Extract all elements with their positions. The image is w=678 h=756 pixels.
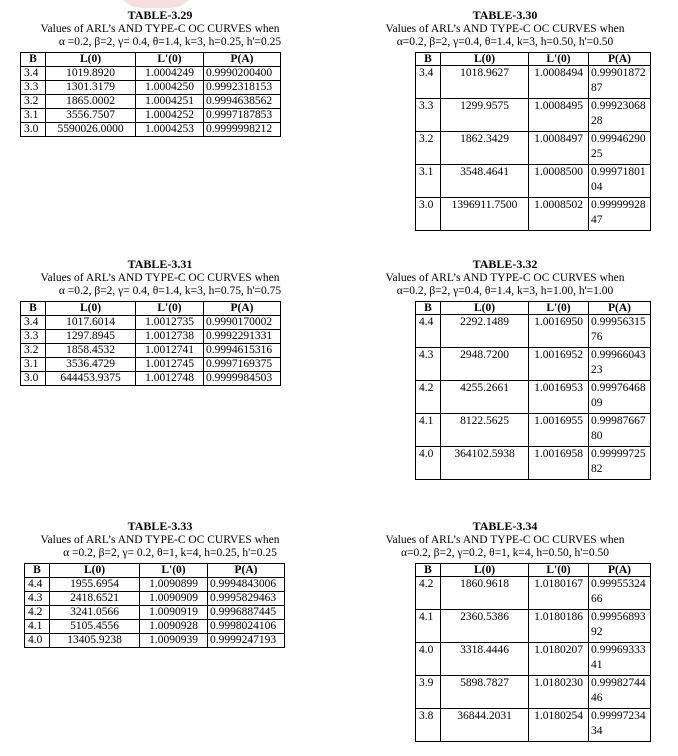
column-header: B — [25, 564, 50, 578]
cell-l0: 1019.8920 — [46, 67, 136, 81]
cell-l0: 1301.3179 — [46, 81, 136, 95]
table-row — [416, 66, 651, 99]
cell-l0-prime: 1.0008500 — [529, 165, 589, 198]
cell-l0: 5105.4556 — [50, 620, 140, 634]
cell-l0-prime: 1.0008495 — [529, 99, 589, 132]
column-header: L'(0) — [136, 302, 204, 316]
cell-l0-prime: 1.0004252 — [136, 109, 204, 123]
table-row — [21, 109, 281, 123]
cell-b: 4.2 — [416, 577, 441, 610]
column-header: L(0) — [50, 564, 140, 578]
table-row — [21, 316, 281, 330]
column-header: P(A) — [589, 53, 651, 66]
table-row — [25, 606, 285, 620]
column-header: L'(0) — [529, 564, 589, 577]
cell-pa: 0.9995532466 — [589, 577, 651, 610]
cell-l0-prime: 1.0090919 — [140, 606, 208, 620]
cell-l0-prime: 1.0008502 — [529, 198, 589, 231]
cell-b: 4.2 — [25, 606, 50, 620]
cell-l0-prime: 1.0016950 — [529, 315, 589, 348]
table-row — [416, 643, 651, 676]
cell-l0: 2360.5386 — [441, 610, 529, 643]
data-table — [20, 52, 281, 137]
table-row — [416, 165, 651, 198]
cell-l0: 13405.9238 — [50, 634, 140, 648]
cell-b: 3.4 — [21, 67, 46, 81]
cell-l0-prime: 1.0004249 — [136, 67, 204, 81]
cell-l0: 8122.5625 — [441, 414, 529, 447]
cell-pa: 0.9995829463 — [208, 592, 285, 606]
table-row — [416, 381, 651, 414]
cell-b: 3.9 — [416, 676, 441, 709]
cell-pa: 0.9999972582 — [589, 447, 651, 480]
cell-l0-prime: 1.0012741 — [136, 344, 204, 358]
cell-pa: 0.9994615316 — [204, 344, 281, 358]
cell-b: 3.4 — [21, 316, 46, 330]
cell-b: 3.1 — [416, 165, 441, 198]
table-header-row — [416, 564, 651, 577]
cell-l0: 3556.7507 — [46, 109, 136, 123]
table-row — [21, 95, 281, 109]
column-header: L(0) — [46, 53, 136, 67]
table-parameters: α =0.2, β=2, γ= 0.4, θ=1.4, k=3, h=0.75, h'=0.75 — [58, 285, 282, 298]
table-row — [25, 592, 285, 606]
cell-l0-prime: 1.0016955 — [529, 414, 589, 447]
cell-b: 3.3 — [416, 99, 441, 132]
table-row — [21, 372, 281, 386]
column-header: P(A) — [589, 302, 651, 315]
table-row — [25, 620, 285, 634]
cell-b: 4.1 — [416, 414, 441, 447]
cell-l0: 1858.4532 — [46, 344, 136, 358]
table-subtitle: Values of ARL’s AND TYPE-C OC CURVES when — [385, 22, 625, 35]
table-subtitle: Values of ARL’s AND TYPE-C OC CURVES when — [40, 22, 280, 35]
cell-b: 4.0 — [416, 643, 441, 676]
cell-l0: 1017.6014 — [46, 316, 136, 330]
cell-l0-prime: 1.0004253 — [136, 123, 204, 137]
cell-l0: 3241.0566 — [50, 606, 140, 620]
cell-l0-prime: 1.0090939 — [140, 634, 208, 648]
cell-pa: 0.9990170002 — [204, 316, 281, 330]
cell-pa: 0.9998766780 — [589, 414, 651, 447]
cell-pa: 0.9994843006 — [208, 578, 285, 592]
cell-b: 4.2 — [416, 381, 441, 414]
cell-l0-prime: 1.0016952 — [529, 348, 589, 381]
cell-l0-prime: 1.0090909 — [140, 592, 208, 606]
table-parameters: α=0.2, β=2, γ=0.2, θ=1, k=4, h=0.50, h'=0.50 — [401, 547, 609, 560]
table-row — [416, 610, 651, 643]
cell-pa: 0.9999998212 — [204, 123, 281, 137]
cell-l0-prime: 1.0180254 — [529, 709, 589, 742]
cell-l0: 4255.2661 — [441, 381, 529, 414]
cell-pa: 0.9994629025 — [589, 132, 651, 165]
table-title: TABLE-3.33 — [127, 519, 193, 533]
table-title: TABLE-3.31 — [127, 257, 193, 271]
column-header: P(A) — [204, 302, 281, 316]
table-row — [416, 676, 651, 709]
cell-l0: 36844.2031 — [441, 709, 529, 742]
cell-b: 3.1 — [21, 358, 46, 372]
cell-b: 3.0 — [21, 123, 46, 137]
cell-b: 3.3 — [21, 330, 46, 344]
cell-l0: 5590026.0000 — [46, 123, 136, 137]
table-parameters: α=0.2, β=2, γ=0.4, θ=1.4, k=3, h=1.00, h'=1.00 — [396, 285, 614, 298]
column-header: B — [21, 53, 46, 67]
table-title: TABLE-3.29 — [127, 8, 193, 22]
cell-l0: 1018.9627 — [441, 66, 529, 99]
cell-b: 3.0 — [21, 372, 46, 386]
cell-l0-prime: 1.0008494 — [529, 66, 589, 99]
table-row — [416, 414, 651, 447]
column-header: B — [21, 302, 46, 316]
column-header: P(A) — [204, 53, 281, 67]
cell-l0: 2948.7200 — [441, 348, 529, 381]
table-subtitle: Values of ARL’s AND TYPE-C OC CURVES when — [40, 271, 280, 284]
cell-pa: 0.9996604323 — [589, 348, 651, 381]
table-block-3-31 — [10, 258, 310, 386]
cell-l0: 2292.1489 — [441, 315, 529, 348]
table-row — [416, 132, 651, 165]
cell-b: 4.1 — [416, 610, 441, 643]
table-row — [25, 578, 285, 592]
data-table — [415, 52, 651, 231]
cell-b: 4.3 — [416, 348, 441, 381]
table-row — [21, 330, 281, 344]
table-row — [416, 447, 651, 480]
table-parameters: α =0.2, β=2, γ= 0.4, θ=1.4, k=3, h=0.25, h'=0.25 — [58, 36, 282, 49]
cell-l0-prime: 1.0180230 — [529, 676, 589, 709]
table-header-row — [21, 53, 281, 67]
cell-l0-prime: 1.0004251 — [136, 95, 204, 109]
cell-l0-prime: 1.0090928 — [140, 620, 208, 634]
data-table — [20, 301, 281, 386]
cell-pa: 0.9996887445 — [208, 606, 285, 620]
cell-b: 3.2 — [416, 132, 441, 165]
column-header: L'(0) — [136, 53, 204, 67]
table-block-3-30 — [340, 9, 670, 231]
table-block-3-29 — [10, 9, 310, 137]
cell-l0-prime: 1.0180207 — [529, 643, 589, 676]
table-header-row — [25, 564, 285, 578]
table-row — [21, 358, 281, 372]
cell-pa: 0.9994638562 — [204, 95, 281, 109]
column-header: L'(0) — [529, 53, 589, 66]
table-row — [21, 67, 281, 81]
table-row — [416, 315, 651, 348]
cell-b: 4.0 — [25, 634, 50, 648]
cell-pa: 0.9995631576 — [589, 315, 651, 348]
column-header: B — [416, 302, 441, 315]
cell-pa: 0.9992318153 — [204, 81, 281, 95]
cell-pa: 0.9998024106 — [208, 620, 285, 634]
cell-l0-prime: 1.0012745 — [136, 358, 204, 372]
cell-l0: 1297.8945 — [46, 330, 136, 344]
table-header-row — [21, 302, 281, 316]
table-title: TABLE-3.32 — [472, 257, 538, 271]
cell-b: 4.1 — [25, 620, 50, 634]
cell-pa: 0.9999992847 — [589, 198, 651, 231]
cell-b: 3.2 — [21, 95, 46, 109]
table-block-3-33 — [10, 520, 310, 648]
cell-l0-prime: 1.0090899 — [140, 578, 208, 592]
table-parameters: α=0.2, β=2, γ=0.4, θ=1.4, k=3, h=0.50, h'=0.50 — [396, 36, 614, 49]
table-row — [416, 198, 651, 231]
cell-l0: 2418.6521 — [50, 592, 140, 606]
table-row — [416, 577, 651, 610]
table-parameters: α =0.2, β=2, γ= 0.2, θ=1, k=4, h=0.25, h'=0.25 — [63, 547, 277, 560]
cell-b: 3.0 — [416, 198, 441, 231]
cell-l0-prime: 1.0012735 — [136, 316, 204, 330]
table-row — [25, 634, 285, 648]
cell-b: 4.4 — [416, 315, 441, 348]
cell-l0: 1862.3429 — [441, 132, 529, 165]
cell-l0: 3318.4446 — [441, 643, 529, 676]
cell-b: 4.0 — [416, 447, 441, 480]
cell-pa: 0.9992291331 — [204, 330, 281, 344]
column-header: L(0) — [46, 302, 136, 316]
cell-l0: 1865.0002 — [46, 95, 136, 109]
cell-l0: 3548.4641 — [441, 165, 529, 198]
table-subtitle: Values of ARL’s AND TYPE-C OC CURVES when — [40, 533, 280, 546]
column-header: L'(0) — [529, 302, 589, 315]
cell-l0-prime: 1.0012738 — [136, 330, 204, 344]
cell-b: 3.3 — [21, 81, 46, 95]
table-row — [21, 81, 281, 95]
cell-b: 4.4 — [25, 578, 50, 592]
data-table — [415, 301, 651, 480]
cell-l0-prime: 1.0008497 — [529, 132, 589, 165]
column-header: L(0) — [441, 302, 529, 315]
cell-pa: 0.9999723434 — [589, 709, 651, 742]
table-block-3-34 — [340, 520, 670, 742]
column-header: B — [416, 564, 441, 577]
cell-pa: 0.9999247193 — [208, 634, 285, 648]
table-subtitle: Values of ARL’s AND TYPE-C OC CURVES when — [385, 533, 625, 546]
column-header: B — [416, 53, 441, 66]
cell-l0: 644453.9375 — [46, 372, 136, 386]
data-table — [415, 563, 651, 742]
cell-l0: 364102.5938 — [441, 447, 529, 480]
table-title: TABLE-3.30 — [472, 8, 538, 22]
table-row — [21, 344, 281, 358]
cell-l0-prime: 1.0180186 — [529, 610, 589, 643]
cell-pa: 0.9995689392 — [589, 610, 651, 643]
cell-l0-prime: 1.0180167 — [529, 577, 589, 610]
column-header: L'(0) — [140, 564, 208, 578]
table-row — [416, 348, 651, 381]
cell-l0-prime: 1.0016953 — [529, 381, 589, 414]
column-header: L(0) — [441, 53, 529, 66]
cell-b: 4.3 — [25, 592, 50, 606]
decorative-arc — [116, 0, 196, 8]
cell-b: 3.4 — [416, 66, 441, 99]
cell-pa: 0.9997187853 — [204, 109, 281, 123]
cell-pa: 0.9996933341 — [589, 643, 651, 676]
cell-b: 3.8 — [416, 709, 441, 742]
cell-b: 3.1 — [21, 109, 46, 123]
cell-l0-prime: 1.0004250 — [136, 81, 204, 95]
cell-l0: 1860.9618 — [441, 577, 529, 610]
cell-l0: 1955.6954 — [50, 578, 140, 592]
cell-pa: 0.9997180104 — [589, 165, 651, 198]
column-header: P(A) — [208, 564, 285, 578]
table-block-3-32 — [340, 258, 670, 480]
cell-l0-prime: 1.0016958 — [529, 447, 589, 480]
table-row — [416, 709, 651, 742]
column-header: P(A) — [589, 564, 651, 577]
cell-pa: 0.9998274446 — [589, 676, 651, 709]
cell-l0: 5898.7827 — [441, 676, 529, 709]
data-table — [24, 563, 285, 648]
cell-pa: 0.9992306828 — [589, 99, 651, 132]
cell-pa: 0.9997646809 — [589, 381, 651, 414]
column-header: L(0) — [441, 564, 529, 577]
cell-l0-prime: 1.0012748 — [136, 372, 204, 386]
table-subtitle: Values of ARL’s AND TYPE-C OC CURVES when — [385, 271, 625, 284]
table-row — [416, 99, 651, 132]
table-title: TABLE-3.34 — [472, 519, 538, 533]
cell-b: 3.2 — [21, 344, 46, 358]
cell-pa: 0.9990200400 — [204, 67, 281, 81]
table-header-row — [416, 53, 651, 66]
cell-pa: 0.9997169375 — [204, 358, 281, 372]
table-header-row — [416, 302, 651, 315]
cell-pa: 0.9999984503 — [204, 372, 281, 386]
cell-pa: 0.9990187287 — [589, 66, 651, 99]
cell-l0: 3536.4729 — [46, 358, 136, 372]
cell-l0: 1396911.7500 — [441, 198, 529, 231]
table-row — [21, 123, 281, 137]
cell-l0: 1299.9575 — [441, 99, 529, 132]
